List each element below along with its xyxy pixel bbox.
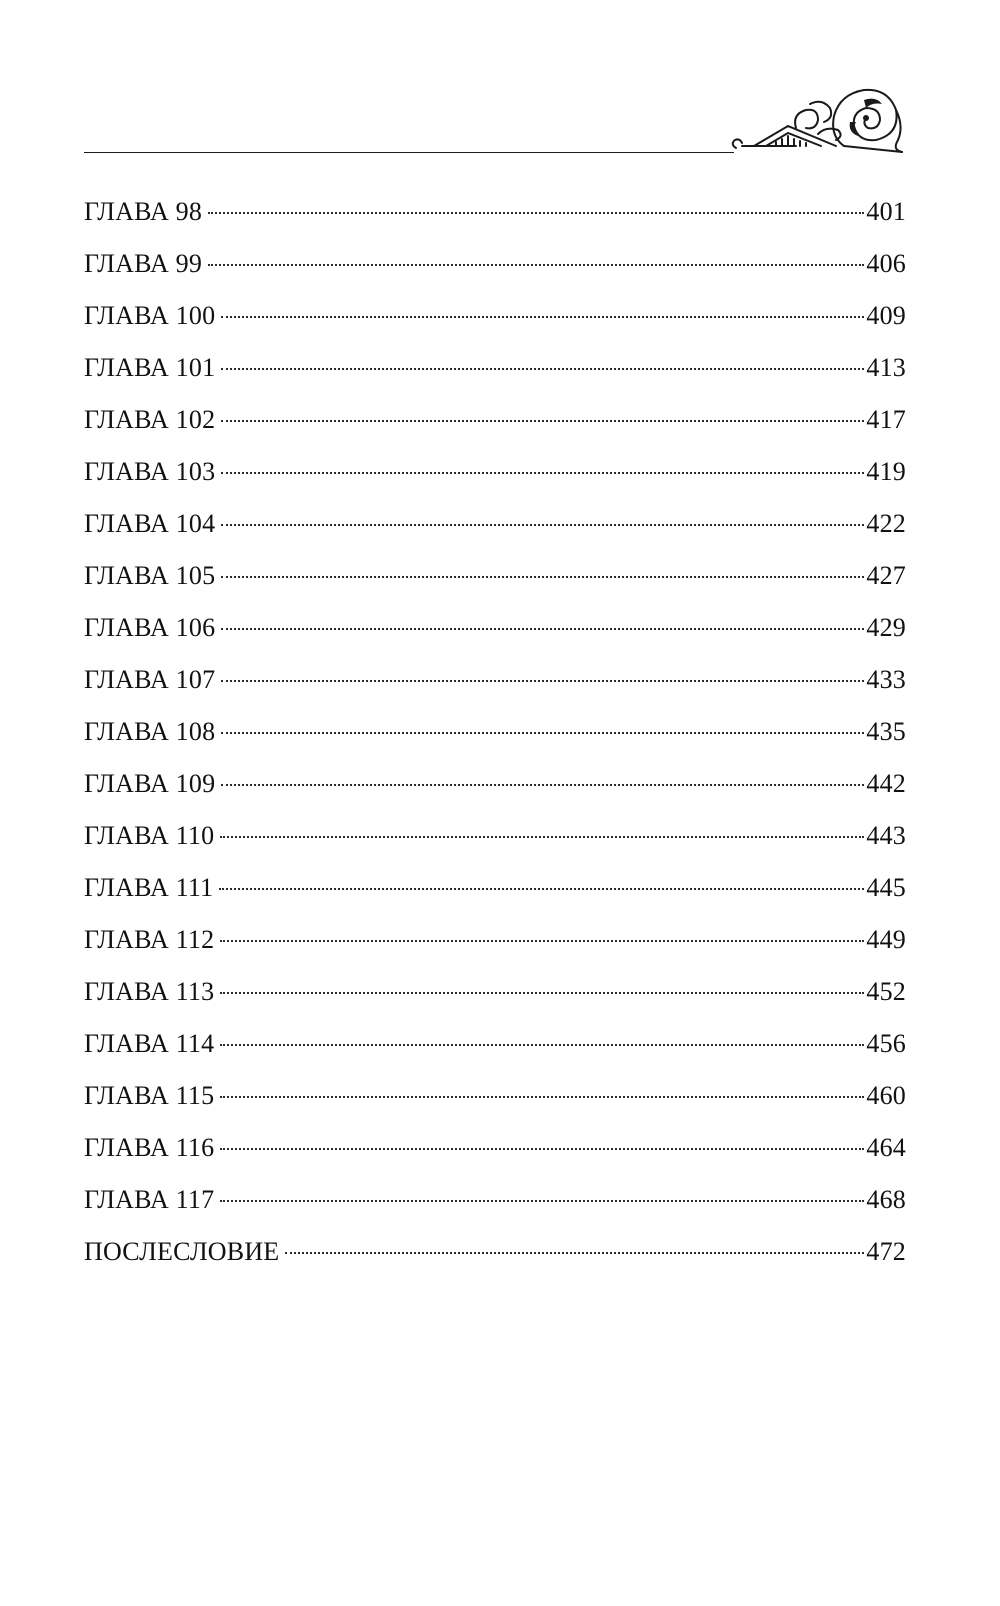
toc-entry <box>84 810 906 862</box>
toc-entry-title: ГЛАВА 116 <box>84 1133 215 1162</box>
header-rule <box>84 152 734 153</box>
dot-leader <box>221 732 864 734</box>
toc-entry <box>84 862 906 914</box>
toc-entry-page-number: 445 <box>866 873 906 902</box>
toc-entry-page-number: 449 <box>866 925 906 954</box>
toc-entry-page-number: 460 <box>866 1081 906 1110</box>
dot-leader <box>221 472 864 474</box>
toc-entry <box>84 446 906 498</box>
toc-entry-title: ГЛАВА 108 <box>84 717 216 746</box>
toc-entry-title: ГЛАВА 112 <box>84 925 215 954</box>
toc-entry-title: ГЛАВА 104 <box>84 509 216 538</box>
dot-leader <box>220 1096 864 1098</box>
dot-leader <box>221 420 864 422</box>
toc-entry-page-number: 401 <box>866 197 906 226</box>
toc-entry-page-number: 443 <box>866 821 906 850</box>
dot-leader <box>220 1044 864 1046</box>
dot-leader <box>221 368 864 370</box>
toc-entry-title: ГЛАВА 106 <box>84 613 216 642</box>
dot-leader <box>221 680 864 682</box>
toc-entry-title: ГЛАВА 111 <box>84 873 214 902</box>
toc-entry-title: ГЛАВА 109 <box>84 769 216 798</box>
toc-entry-page-number: 468 <box>866 1185 906 1214</box>
toc-entry-page-number: 417 <box>866 405 906 434</box>
toc-entry-title: ГЛАВА 105 <box>84 561 216 590</box>
toc-entry-page-number: 422 <box>866 509 906 538</box>
dot-leader <box>220 1200 864 1202</box>
toc-entry-page-number: 409 <box>866 301 906 330</box>
toc-entry <box>84 550 906 602</box>
dot-leader <box>220 836 864 838</box>
toc-entry-page-number: 419 <box>866 457 906 486</box>
toc-entry-title: ГЛАВА 100 <box>84 301 216 330</box>
toc-entry-page-number: 442 <box>866 769 906 798</box>
dot-leader <box>219 888 864 890</box>
toc-entry <box>84 602 906 654</box>
toc-entry <box>84 1122 906 1174</box>
toc-entry-page-number: 413 <box>866 353 906 382</box>
dot-leader <box>220 992 864 994</box>
toc-entry <box>84 1018 906 1070</box>
toc-entry-title: ГЛАВА 117 <box>84 1185 215 1214</box>
toc-entry <box>84 498 906 550</box>
toc-entry-page-number: 472 <box>866 1237 906 1266</box>
toc-entry <box>84 966 906 1018</box>
dot-leader <box>208 264 864 266</box>
dot-leader <box>208 212 864 214</box>
table-of-contents <box>84 186 906 1278</box>
toc-entry <box>84 1174 906 1226</box>
dot-leader <box>285 1252 864 1254</box>
dot-leader <box>220 1148 864 1150</box>
toc-entry <box>84 238 906 290</box>
toc-entry-title: ГЛАВА 98 <box>84 197 203 226</box>
dot-leader <box>220 940 864 942</box>
toc-entry-page-number: 452 <box>866 977 906 1006</box>
toc-entry-title: ГЛАВА 107 <box>84 665 216 694</box>
toc-entry-page-number: 427 <box>866 561 906 590</box>
toc-entry-title: ГЛАВА 99 <box>84 249 203 278</box>
dot-leader <box>221 784 864 786</box>
toc-entry <box>84 342 906 394</box>
toc-entry-title: ГЛАВА 101 <box>84 353 216 382</box>
toc-entry-title: ГЛАВА 115 <box>84 1081 215 1110</box>
toc-entry-page-number: 435 <box>866 717 906 746</box>
toc-entry-title: ПОСЛЕСЛОВИЕ <box>84 1237 280 1266</box>
dot-leader <box>221 628 864 630</box>
toc-entry <box>84 1226 906 1278</box>
dot-leader <box>221 316 864 318</box>
toc-entry-title: ГЛАВА 110 <box>84 821 215 850</box>
toc-entry <box>84 914 906 966</box>
toc-entry-title: ГЛАВА 114 <box>84 1029 215 1058</box>
toc-entry-page-number: 429 <box>866 613 906 642</box>
toc-entry-title: ГЛАВА 113 <box>84 977 215 1006</box>
page-header <box>84 78 906 158</box>
toc-entry-page-number: 406 <box>866 249 906 278</box>
toc-entry <box>84 1070 906 1122</box>
dot-leader <box>221 524 864 526</box>
toc-entry <box>84 654 906 706</box>
dot-leader <box>221 576 864 578</box>
toc-entry <box>84 186 906 238</box>
toc-entry <box>84 706 906 758</box>
toc-entry <box>84 394 906 446</box>
toc-entry-page-number: 456 <box>866 1029 906 1058</box>
toc-entry-page-number: 433 <box>866 665 906 694</box>
toc-entry-title: ГЛАВА 102 <box>84 405 216 434</box>
toc-entry <box>84 758 906 810</box>
toc-entry-title: ГЛАВА 103 <box>84 457 216 486</box>
toc-entry <box>84 290 906 342</box>
toc-entry-page-number: 464 <box>866 1133 906 1162</box>
scroll-ornament-icon <box>726 78 906 158</box>
